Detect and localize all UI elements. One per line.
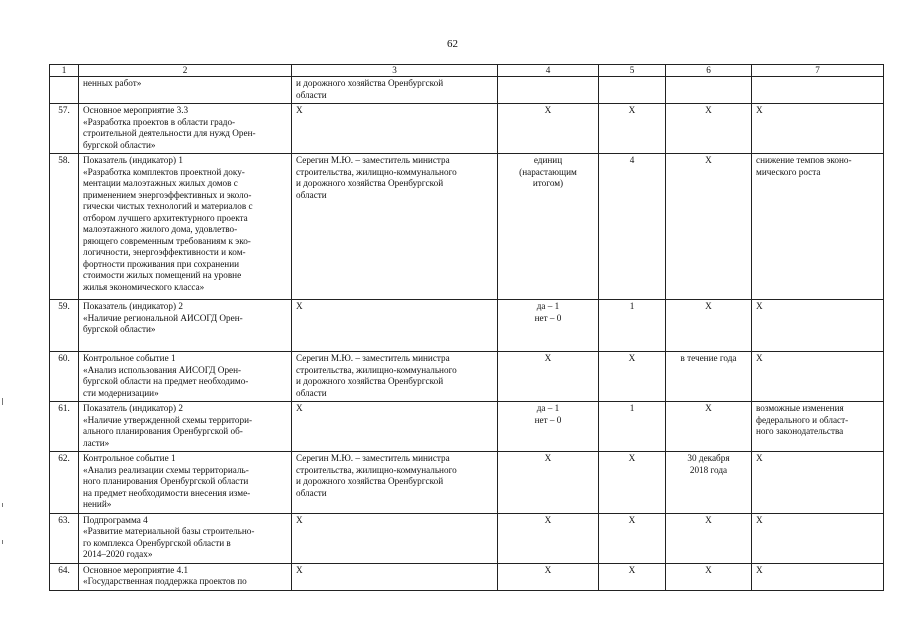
measure-name-line: ного планирования Оренбургской области [83, 476, 249, 486]
responsible-person-line: X [296, 403, 303, 413]
measure-name-line: ментации малоэтажных жилых домов с [83, 178, 238, 188]
measure-name-line: Контрольное событие 1 [83, 353, 176, 363]
measure-name-line: «Наличие утвержденной схемы территори- [83, 414, 253, 425]
column-number: 7 [752, 65, 884, 77]
measure-name-line: го комплекса Оренбургской области в [83, 537, 231, 548]
base-value [599, 563, 666, 590]
base-value [599, 352, 666, 402]
deadline [666, 77, 752, 104]
unit-of-measure [498, 563, 599, 590]
risk-description-line: снижение темпов эконо- [756, 155, 852, 165]
unit-of-measure-line: X [544, 453, 552, 463]
measure-name-line: ненных работ» [83, 78, 142, 88]
responsible-person-line: области [296, 487, 327, 498]
measure-name-line: Показатель (индикатор) 1 [83, 155, 183, 165]
responsible-person-line: строительства, жилищно-коммунального [296, 364, 457, 375]
measure-name-line: Основное мероприятие 4.1 [83, 564, 189, 575]
measure-name-line: ряющего современным требованиям к эко- [83, 235, 251, 246]
measure-name-line: фортности проживания при сохранении [83, 258, 240, 269]
responsible-person-line: и дорожного хозяйства Оренбургской [296, 476, 444, 486]
measure-name-line: малоэтажного жилого дома, удовлетво- [83, 224, 238, 234]
measure-name-line: ального планирования Оренбургской об- [83, 426, 243, 436]
base-value-line: X [628, 105, 636, 115]
deadline-line: X [705, 105, 712, 115]
responsible-person [292, 352, 498, 402]
measure-name-line: «Разработка комплектов проектной доку- [83, 166, 245, 177]
responsible-person [292, 154, 498, 300]
responsible-person-line: X [296, 564, 303, 575]
column-number: 1 [50, 65, 79, 77]
base-value [599, 513, 666, 563]
unit-of-measure [498, 154, 599, 300]
unit-of-measure [498, 402, 599, 452]
measure-name [79, 452, 292, 514]
risk-description-line: X [756, 301, 763, 311]
deadline-line: 2018 года [689, 464, 728, 475]
risk-description [752, 452, 884, 514]
base-value [599, 300, 666, 352]
measure-name [79, 513, 292, 563]
column-number: 5 [599, 65, 666, 77]
row-number: 64. [50, 563, 79, 590]
measure-name-line: нений» [83, 499, 112, 509]
measure-name-line: логичности, энергоэффективности и ком- [83, 247, 246, 257]
deadline [666, 563, 752, 590]
risk-description-line: федерального и област- [756, 414, 849, 425]
margin-mark [2, 398, 3, 405]
deadline [666, 402, 752, 452]
measure-name-line: Основное мероприятие 3.3 [83, 105, 189, 115]
responsible-person-line: и дорожного хозяйства Оренбургской [296, 78, 444, 88]
margin-mark [2, 540, 3, 544]
measure-name-line: «Государственная поддержка проектов по [83, 576, 247, 586]
risk-description-line: X [756, 564, 763, 575]
deadline-line: X [705, 514, 712, 525]
responsible-person [292, 452, 498, 514]
base-value-line: 1 [629, 301, 635, 311]
measure-name-line: бургской области на предмет необходимо- [83, 376, 249, 386]
measure-name-line: «Наличие региональной АИСОГД Орен- [83, 312, 243, 323]
measure-name-line: жилья экономического класса» [83, 281, 205, 292]
measure-name-line: Подпрограмма 4 [83, 514, 148, 525]
deadline [666, 452, 752, 514]
row-number: 63. [50, 513, 79, 563]
unit-of-measure-line: X [544, 564, 552, 575]
table-row [50, 402, 884, 452]
risk-description [752, 402, 884, 452]
deadline [666, 154, 752, 300]
column-number: 6 [666, 65, 752, 77]
risk-description [752, 300, 884, 352]
measure-name [79, 154, 292, 300]
deadline [666, 513, 752, 563]
responsible-person [292, 563, 498, 590]
responsible-person [292, 402, 498, 452]
risk-description-line: ного законодательства [756, 426, 844, 436]
unit-of-measure [498, 104, 599, 154]
deadline-line: 30 декабря [687, 453, 730, 463]
unit-of-measure-line: (нарастающим [519, 166, 577, 177]
deadline [666, 300, 752, 352]
measure-name-line: Контрольное событие 1 [83, 453, 176, 463]
indicators-table [49, 64, 884, 591]
measure-name-line: ласти» [83, 437, 110, 448]
table-row [50, 300, 884, 352]
responsible-person-line: X [296, 105, 303, 115]
column-number: 2 [79, 65, 292, 77]
unit-of-measure [498, 352, 599, 402]
responsible-person-line: Серегин М.Ю. – заместитель министра [296, 453, 450, 463]
risk-description [752, 77, 884, 104]
unit-of-measure-line: X [544, 514, 552, 525]
measure-name [79, 104, 292, 154]
responsible-person-line: области [296, 89, 327, 100]
deadline-line: X [705, 403, 712, 413]
measure-name [79, 352, 292, 402]
risk-description [752, 563, 884, 590]
responsible-person-line: Серегин М.Ю. – заместитель министра [296, 155, 450, 165]
unit-of-measure [498, 513, 599, 563]
unit-of-measure-line: итогом) [532, 178, 564, 188]
risk-description-line: X [756, 453, 763, 463]
measure-name [79, 77, 292, 104]
row-number: 61. [50, 402, 79, 452]
measure-name-line: стоимости жилых помещений на уровне [83, 270, 242, 280]
unit-of-measure-line: нет – 0 [534, 312, 562, 323]
unit-of-measure-line: единиц [533, 155, 563, 165]
column-number: 3 [292, 65, 498, 77]
row-number: 60. [50, 352, 79, 402]
column-number: 4 [498, 65, 599, 77]
responsible-person-line: строительства, жилищно-коммунального [296, 464, 457, 475]
base-value-line: 1 [629, 403, 635, 413]
unit-of-measure-line: да – 1 [536, 301, 560, 311]
responsible-person-line: области [296, 387, 327, 398]
risk-description-line: X [756, 514, 763, 525]
row-number [50, 77, 79, 104]
responsible-person [292, 104, 498, 154]
measure-name-line: «Развитие материальной базы строительно- [83, 526, 255, 536]
measure-name-line: строительной деятельности для нужд Орен- [83, 128, 256, 138]
base-value [599, 104, 666, 154]
unit-of-measure-line: да – 1 [536, 403, 560, 413]
column-number-row [50, 65, 884, 77]
responsible-person-line: X [296, 301, 303, 311]
measure-name-line: отбором лучшего архитектурного проекта [83, 212, 248, 223]
row-number: 57. [50, 104, 79, 154]
responsible-person-line: и дорожного хозяйства Оренбургской [296, 376, 444, 386]
risk-description-line: X [756, 353, 763, 363]
deadline-line: X [705, 155, 712, 165]
measure-name-line: применением энергоэффективных и эколо- [83, 189, 252, 200]
measure-name [79, 402, 292, 452]
base-value-line: X [628, 353, 636, 363]
base-value-line: 4 [629, 155, 635, 165]
responsible-person-line: Серегин М.Ю. – заместитель министра [296, 353, 450, 363]
measure-name-line: 2014–2020 годах» [83, 549, 153, 559]
measure-name-line: бургской области» [83, 324, 156, 334]
margin-mark [2, 503, 3, 507]
unit-of-measure [498, 300, 599, 352]
base-value [599, 402, 666, 452]
table-row [50, 154, 884, 300]
measure-name-line: сти модернизации» [83, 387, 159, 398]
measure-name-line: «Анализ использования АИСОГД Орен- [83, 364, 242, 375]
measure-name-line: на предмет необходимости внесения изме- [83, 487, 251, 498]
base-value [599, 452, 666, 514]
responsible-person [292, 513, 498, 563]
risk-description [752, 104, 884, 154]
table-row [50, 77, 884, 104]
responsible-person [292, 77, 498, 104]
deadline-line: в течение года [680, 353, 737, 363]
unit-of-measure [498, 452, 599, 514]
unit-of-measure-line: нет – 0 [534, 414, 562, 425]
responsible-person-line: и дорожного хозяйства Оренбургской [296, 178, 444, 188]
risk-description [752, 513, 884, 563]
base-value [599, 77, 666, 104]
responsible-person-line: X [296, 514, 303, 525]
table-row [50, 104, 884, 154]
deadline [666, 104, 752, 154]
measure-name-line: Показатель (индикатор) 2 [83, 403, 183, 413]
risk-description [752, 154, 884, 300]
base-value [599, 154, 666, 300]
unit-of-measure-line: X [544, 353, 552, 363]
responsible-person-line: области [296, 189, 327, 200]
table-row [50, 513, 884, 563]
risk-description-line: X [756, 105, 763, 115]
measure-name [79, 563, 292, 590]
row-number: 58. [50, 154, 79, 300]
deadline [666, 352, 752, 402]
deadline-line: X [705, 301, 712, 311]
base-value-line: X [628, 564, 636, 575]
deadline-line: X [705, 564, 712, 575]
row-number: 59. [50, 300, 79, 352]
base-value-line: X [628, 514, 636, 525]
responsible-person [292, 300, 498, 352]
measure-name-line: «Разработка проектов в области градо- [83, 116, 236, 127]
unit-of-measure-line: X [544, 105, 552, 115]
table-row [50, 563, 884, 590]
unit-of-measure [498, 77, 599, 104]
row-number: 62. [50, 452, 79, 514]
measure-name-line: «Анализ реализации схемы территориаль- [83, 464, 249, 475]
base-value-line: X [628, 453, 636, 463]
risk-description-line: возможные изменения [756, 403, 844, 413]
measure-name-line: Показатель (индикатор) 2 [83, 301, 183, 311]
measure-name-line: гически чистых технологий и материалов с [83, 201, 253, 211]
table-row [50, 452, 884, 514]
risk-description [752, 352, 884, 402]
measure-name-line: бургской области» [83, 139, 156, 150]
responsible-person-line: строительства, жилищно-коммунального [296, 166, 457, 177]
page-number: 62 [447, 38, 458, 50]
table-row [50, 352, 884, 402]
measure-name [79, 300, 292, 352]
risk-description-line: мического роста [756, 166, 821, 177]
